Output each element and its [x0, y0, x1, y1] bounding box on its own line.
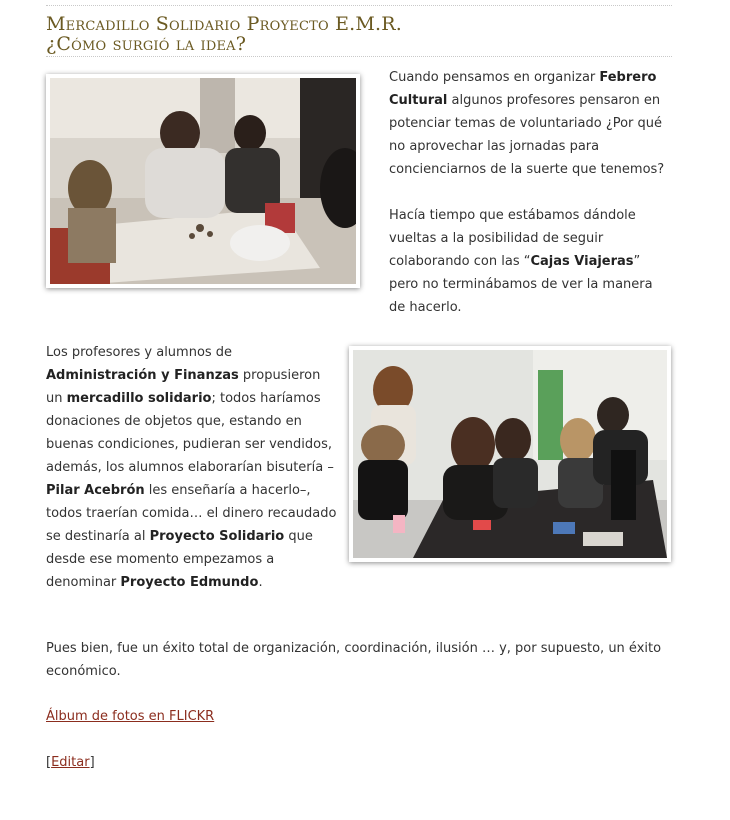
album-link-line [46, 705, 214, 728]
administracion-finanzas-bold: Administración y Finanzas [46, 368, 239, 383]
mercadillo-solidario-bold: mercadillo solidario [66, 391, 212, 406]
paragraph-mercadillo-text-4: les enseñaría a hacerlo–, todos traerían comida… el dinero recaudado se destinaría al [46, 483, 337, 544]
paragraph-intro-text-1: Cuando pensamos en organizar [389, 70, 600, 85]
febrero-cultural-bold: Febrero Cultural [389, 70, 657, 108]
paragraph-mercadillo-text-5: que desde ese momento empezamos a denominar [46, 529, 313, 590]
paragraph-intro [389, 66, 672, 181]
paragraph-cajas-viajeras [389, 204, 672, 319]
photo-students-crafting-image [353, 350, 667, 558]
paragraph-exito: Pues bien, fue un éxito total de organización, coordinación, ilusión … y, por supuesto, un éxito económico. [46, 641, 662, 679]
post-title-line1: Mercadillo Solidario Proyecto E.M.R. [46, 13, 403, 35]
proyecto-edmundo-bold: Proyecto Edmundo [120, 575, 259, 590]
edit-bracket-close: ] [89, 755, 95, 770]
paragraph-intro-text-2: algunos profesores pensaron en potenciar temas de voluntariado ¿Por qué no aprovechar las jornadas para concienciarnos de la suerte que tenemos? [389, 93, 665, 177]
post-title-line2: ¿Cómo surgió la idea? [46, 33, 247, 55]
photo-workshop-table [46, 74, 360, 288]
post-title[interactable] [46, 14, 402, 54]
edit-bracket-open: [ [46, 755, 52, 770]
paragraph-cajas-text-1: Hacía tiempo que estábamos dándole vueltas a la posibilidad de seguir colaborando con las “ [389, 208, 636, 269]
proyecto-solidario-bold: Proyecto Solidario [149, 529, 285, 544]
photo-students-crafting [349, 346, 671, 562]
paragraph-mercadillo-text-2: propusieron un [46, 368, 321, 406]
flickr-album-link[interactable]: Álbum de fotos en FLICKR [46, 709, 215, 724]
cajas-viajeras-bold: Cajas Viajeras [530, 254, 634, 269]
top-divider [46, 5, 672, 6]
paragraph-mercadillo-text-1: Los profesores y alumnos de [46, 345, 233, 360]
paragraph-mercadillo-text-3: ; todos haríamos donaciones de objetos que, estando en buenas condiciones, pudieran ser vendidos, además, los alumnos elaborarían bisutería – [46, 391, 334, 475]
paragraph-cajas-text-2: ” pero no terminábamos de ver la manera de hacerlo. [389, 254, 653, 315]
edit-link-line [46, 751, 95, 774]
edit-link[interactable]: Editar [51, 755, 90, 770]
photo-workshop-table-image [50, 78, 356, 284]
title-divider [46, 56, 672, 57]
paragraph-mercadillo [46, 341, 338, 594]
paragraph-mercadillo-text-6: . [258, 575, 263, 590]
pilar-acebron-bold: Pilar Acebrón [46, 483, 145, 498]
